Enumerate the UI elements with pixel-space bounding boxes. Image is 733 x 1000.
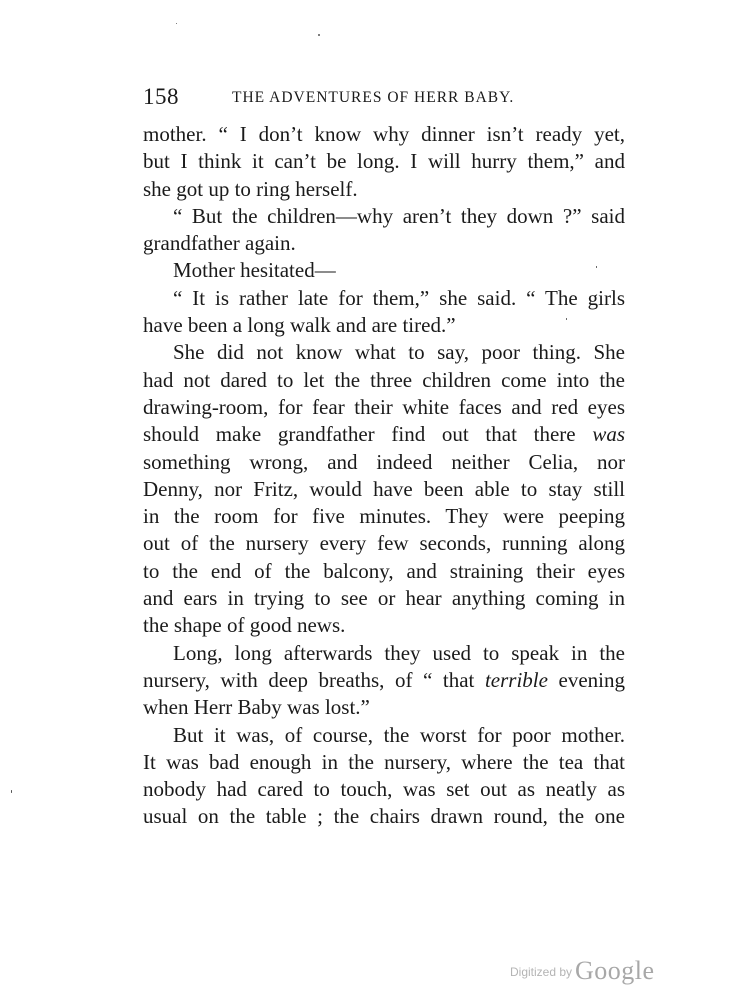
text-line-with-emphasis [143, 421, 625, 448]
body-text [143, 121, 625, 831]
text-line: had not dared to let the three children come into the [143, 367, 625, 392]
text-line: have been a long walk and are tired.” [143, 313, 456, 338]
text-line: the shape of good news. [143, 613, 346, 638]
digitized-watermark [510, 956, 670, 986]
running-title: THE ADVENTURES OF HERR BABY. [232, 89, 515, 106]
text-line: But it was, of course, the worst for poor mother. [173, 722, 625, 747]
text-line: “ It is rather late for them,” she said. “ The girls [173, 285, 625, 310]
text-line: Long, long afterwards they used to speak in the [173, 640, 625, 665]
text-run: evening [547, 667, 625, 692]
text-line: she got up to ring herself. [143, 176, 358, 201]
text-line: out of the nursery every few seconds, running along [143, 531, 625, 556]
text-line: but I think it can’t be long. I will hurry them,” and [143, 149, 625, 174]
text-line-with-emphasis [143, 667, 625, 694]
google-logo: Google [575, 956, 655, 985]
text-line: drawing-room, for fear their white faces and red eyes [143, 394, 625, 419]
text-line: “ But the children—why aren’t they down ?” said [173, 203, 625, 228]
scan-speck [11, 790, 12, 793]
page-number: 158 [143, 84, 179, 109]
digitized-label: Digitized by [510, 965, 573, 979]
text-line: She did not know what to say, poor thing. She [173, 340, 625, 365]
text-line: grandfather again. [143, 231, 296, 256]
text-line: Mother hesitated— [173, 258, 336, 283]
text-line: It was bad enough in the nursery, where the tea that [143, 749, 625, 774]
text-line: nobody had cared to touch, was set out as neatly as [143, 777, 625, 802]
text-line: in the room for five minutes. They were peeping [143, 504, 625, 529]
text-line: when Herr Baby was lost.” [143, 695, 370, 720]
text-run: should make grandfather find out that there [143, 422, 593, 447]
emphasis-word: was [592, 422, 625, 447]
text-line: to the end of the balcony, and straining their eyes [143, 558, 625, 583]
text-line: mother. “ I don’t know why dinner isn’t ready yet, [143, 122, 625, 146]
scan-speck [318, 34, 320, 36]
text-line: usual on the table ; the chairs drawn round, the one [143, 804, 625, 829]
scan-speck [176, 23, 177, 24]
running-header [143, 84, 625, 114]
text-run: nursery, with deep breaths, of “ that [143, 667, 485, 692]
emphasis-word: terrible [484, 667, 548, 692]
text-line: and ears in trying to see or hear anything coming in [143, 586, 625, 611]
text-line: something wrong, and indeed neither Celia, nor [143, 449, 625, 474]
text-line: Denny, nor Fritz, would have been able to stay still [143, 476, 625, 501]
